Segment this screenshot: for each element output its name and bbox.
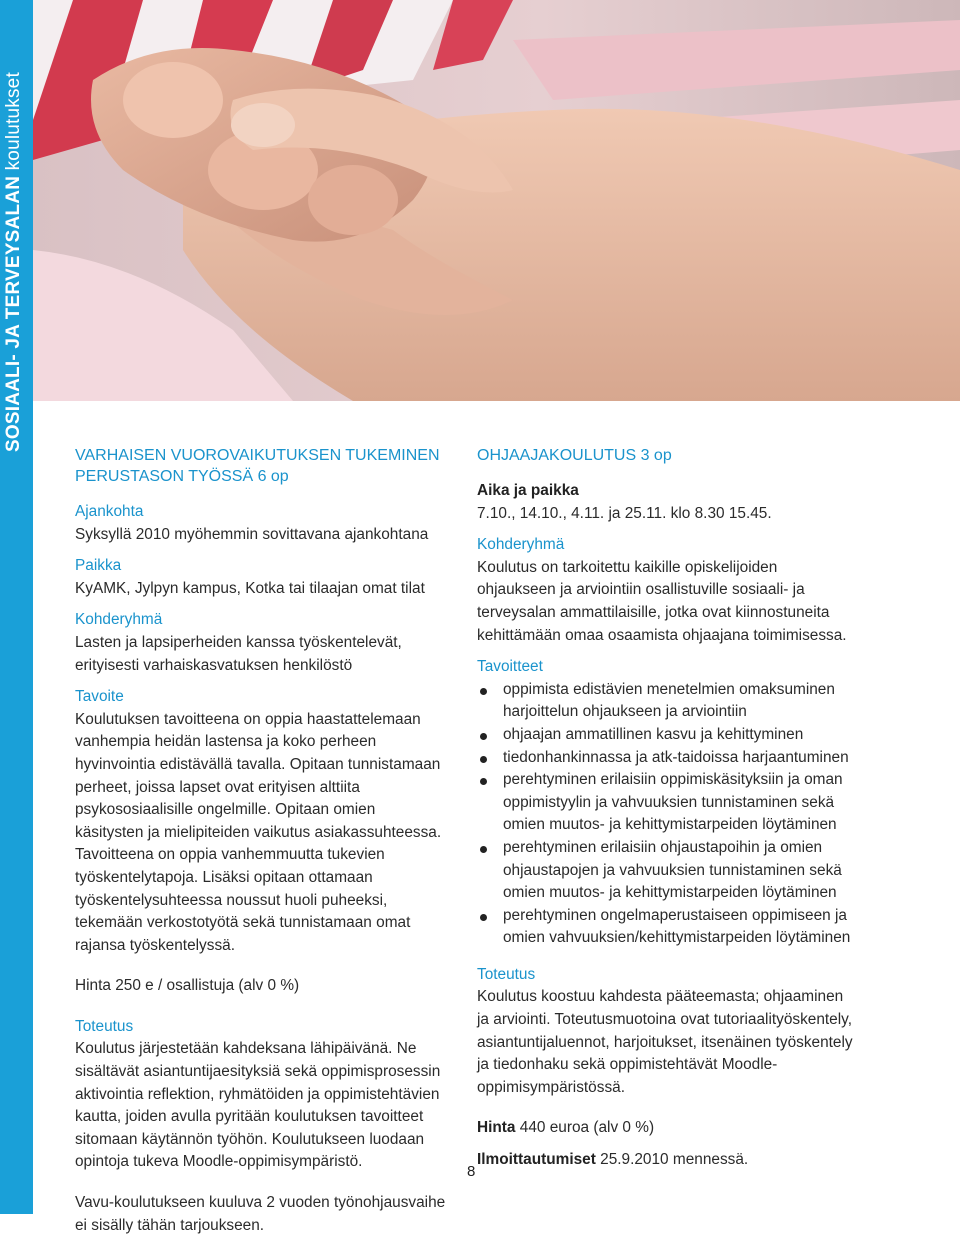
text-toteutus: Koulutus järjestetään kahdeksana lähipäivänä. Ne sisältävät asiantuntijaesityksiä sekä oppimisprosessin aktivointia reflektion, ryhmätöiden ja oppimistehtävien kautta, joiden avulla pyritään koulutuksen tavoitteet sitomaan käytännön työhön. Koulutukseen luodaan opintoja tukeva Moodle-oppimisympäristö.: [75, 1040, 441, 1171]
section-heading-vuorovaikutus: VARHAISEN VUOROVAIKUTUKSEN TUKEMINEN PERUSTASON TYÖSSÄ 6 op: [75, 447, 440, 485]
list-item: ohjaajan ammatillinen kasvu ja kehittyminen: [477, 724, 857, 747]
label-ajankohta: Ajankohta: [75, 503, 144, 520]
left-column: [75, 445, 447, 1237]
text-toteutus-right: Koulutus koostuu kahdesta pääteemasta; ohjaaminen ja arviointi. Toteutusmuotoina ovat tutoriaalityöskentely, asiantuntijaluennot, harjoitukset, itsenäinen työskentely ja tiedonhaku sekä oppimistehtävät Moodle-oppimisympäristössä.: [477, 988, 853, 1096]
text-ajankohta: Syksyllä 2010 myöhemmin sovittavana ajankohtana: [75, 525, 429, 543]
label-toteutus-right: Toteutus: [477, 965, 536, 983]
list-item: tiedonhankinnassa ja atk-taidoissa harjaantuminen: [477, 747, 857, 770]
label-aika-ja-paikka: Aika ja paikka: [477, 482, 579, 499]
list-item: perehtyminen erilaisiin ohjaustapoihin ja omien ohjaustapojen ja vahvuuksien tunnistaminen sekä omien muutos- ja kehittymistarpeiden löytäminen: [477, 837, 857, 905]
list-item: oppimista edistävien menetelmien omaksuminen harjoittelun ohjaukseen ja arviointiin: [477, 679, 857, 724]
text-kohderyhma: Lasten ja lapsiperheiden kanssa työskentelevät, erityisesti varhaiskasvatuksen henkilöstö: [75, 633, 402, 674]
text-hinta: Hinta 250 e / osallistuja (alv 0 %): [75, 977, 300, 995]
list-item: perehtyminen ongelmaperustaiseen oppimiseen ja omien vahvuuksien/kehittymistarpeiden löytäminen: [477, 905, 857, 950]
ilmoittautumiset-line: [477, 1149, 857, 1172]
text-hinta-right: 440 euroa (alv 0 %): [519, 1119, 655, 1137]
text-vavu: Vavu-koulutukseen kuuluva 2 vuoden työnohjausvaihe ei sisälly tähän tarjoukseen.: [75, 1194, 446, 1234]
header-photo: [33, 0, 960, 401]
section-heading-ohjaajakoulutus: OHJAAJAKOULUTUS 3 op: [477, 447, 672, 464]
list-item: perehtyminen erilaisiin oppimiskäsityksiin ja oman oppimistyylin ja vahvuuksien tunnistaminen sekä omien muutos- ja kehittymistarpeiden löytäminen: [477, 769, 857, 837]
sidebar-band: SOSIAALI- JA TERVEYSALAN koulutukset: [0, 0, 33, 1214]
text-ilmoittautumiset: 25.9.2010 mennessä.: [600, 1151, 749, 1169]
label-hinta: Hinta: [477, 1119, 516, 1137]
label-ilmoittautumiset: Ilmoittautumiset: [477, 1151, 596, 1169]
right-column: [477, 445, 857, 1172]
text-aika: 7.10., 14.10., 4.11. ja 25.11. klo 8.30 15.45.: [477, 504, 772, 522]
text-tavoite: Koulutuksen tavoitteena on oppia haastattelemaan vanhempia heidän lastensa ja koko perheen hyvinvointia edistävällä tavalla. Opitaan tunnistamaan perheet, joissa lapset ovat erityisen alttiita psykososiaalisille ongelmille. Opitaan omien käsitysten ja mielipiteiden vaikutus asiakassuhteessa. Tavoitteena on oppia vanhemmuutta tukevien työskentelytapoja. Lisäksi opitaan ottamaan työskentelysuhteessa noussut huoli puheeksi, tekemään verkostotyötä sekä tunnistamaan omat rajansa työskentelyssä.: [75, 710, 442, 954]
text-paikka: KyAMK, Jylpyn kampus, Kotka tai tilaajan omat tilat: [75, 579, 425, 597]
label-kohderyhma-right: Kohderyhmä: [477, 536, 565, 554]
label-tavoitteet: Tavoitteet: [477, 658, 543, 676]
text-kohderyhma-right: Koulutus on tarkoitettu kaikille opiskelijoiden ohjaukseen ja arviointiin osallistuville sosiaali- ja terveysalan ammattilaisille, jotka ovat kiinnostuneita kehittämään omaa osaamista ohjaajana toimimisessa.: [477, 558, 847, 644]
tavoitteet-list: [477, 679, 857, 950]
hinta-line: [477, 1117, 857, 1140]
label-paikka: Paikka: [75, 557, 122, 575]
label-tavoite: Tavoite: [75, 688, 124, 706]
page-number: 8: [467, 1163, 476, 1180]
label-toteutus: Toteutus: [75, 1017, 134, 1035]
label-kohderyhma: Kohderyhmä: [75, 611, 163, 629]
